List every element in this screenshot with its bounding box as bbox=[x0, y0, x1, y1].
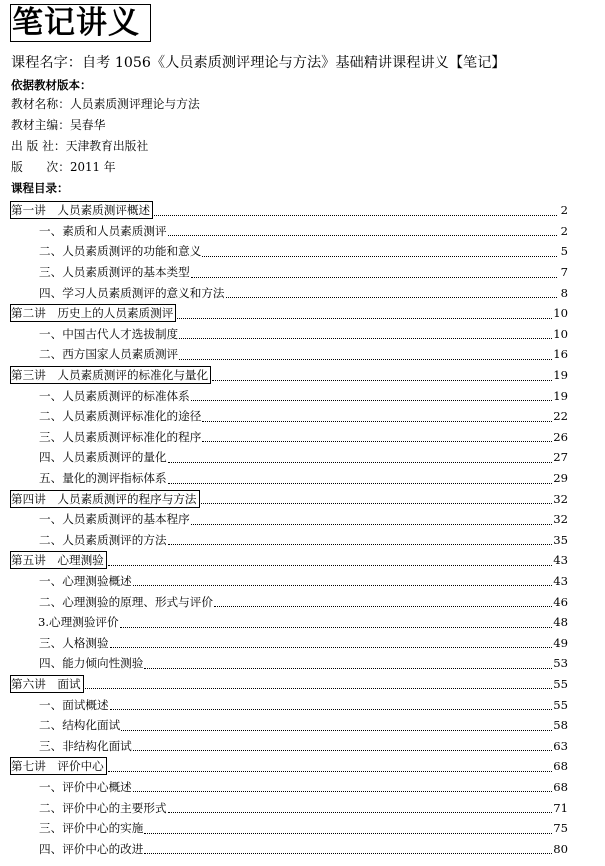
toc-leader-dots bbox=[168, 544, 553, 545]
toc-page-number: 19 bbox=[553, 388, 568, 403]
toc-page-number: 43 bbox=[553, 573, 568, 588]
toc-chapter-entry[interactable] bbox=[11, 756, 568, 777]
toc-section-entry[interactable] bbox=[11, 838, 568, 859]
toc-entry-label: 三、评价中心的实施 bbox=[39, 821, 144, 836]
toc-section-entry[interactable] bbox=[11, 612, 568, 633]
toc-entry-label: 3.心理测验评价 bbox=[38, 615, 119, 630]
toc-entry-label: 二、心理测验的原理、形式与评价 bbox=[39, 594, 213, 609]
toc-page-number: 48 bbox=[553, 615, 568, 630]
toc-leader-dots bbox=[85, 688, 553, 689]
toc-entry-label: 第四讲 人员素质测评的程序与方法 bbox=[10, 490, 200, 508]
toc-page-number: 63 bbox=[553, 738, 568, 753]
toc-leader-dots bbox=[212, 380, 552, 381]
toc-chapter-entry[interactable] bbox=[11, 303, 568, 324]
toc-page-number: 19 bbox=[553, 368, 568, 383]
textbook-name: 教材名称：人员素质测评理论与方法 bbox=[11, 97, 200, 111]
toc-section-entry[interactable] bbox=[11, 653, 568, 674]
toc-chapter-entry[interactable] bbox=[11, 365, 568, 386]
toc-entry-label: 第三讲 人员素质测评的标准化与量化 bbox=[10, 366, 211, 384]
toc-entry-label: 四、能力倾向性测验 bbox=[39, 656, 144, 671]
textbook-heading: 依据教材版本： bbox=[11, 78, 92, 92]
toc-leader-dots bbox=[110, 709, 553, 710]
toc-leader-dots bbox=[168, 235, 557, 236]
toc-page-number: 75 bbox=[553, 821, 568, 836]
toc-section-entry[interactable] bbox=[11, 344, 568, 365]
toc-page-number: 68 bbox=[553, 779, 568, 794]
toc-section-entry[interactable] bbox=[11, 509, 568, 530]
textbook-editor: 教材主编：吴春华 bbox=[11, 118, 106, 132]
toc-leader-dots bbox=[226, 297, 557, 298]
toc-entry-label: 一、心理测验概述 bbox=[39, 573, 132, 588]
toc-leader-dots bbox=[202, 256, 557, 257]
toc-page-number: 55 bbox=[553, 676, 568, 691]
toc-section-entry[interactable] bbox=[11, 818, 568, 839]
document-title: 笔记讲义 bbox=[12, 5, 140, 41]
toc-section-entry[interactable] bbox=[11, 262, 568, 283]
toc-section-entry[interactable] bbox=[11, 221, 568, 242]
toc-leader-dots bbox=[108, 771, 552, 772]
textbook-edition: 版 次：2011 年 bbox=[11, 160, 116, 174]
toc-page-number: 2 bbox=[560, 223, 568, 238]
toc-page-number: 80 bbox=[553, 841, 568, 856]
toc-leader-dots bbox=[154, 215, 557, 216]
toc-page-number: 27 bbox=[553, 450, 568, 465]
toc-leader-dots bbox=[202, 441, 552, 442]
toc-section-entry[interactable] bbox=[11, 468, 568, 489]
toc-entry-label: 一、人员素质测评的基本程序 bbox=[39, 512, 190, 527]
toc-section-entry[interactable] bbox=[11, 571, 568, 592]
toc-page-number: 22 bbox=[553, 409, 568, 424]
toc-page-number: 10 bbox=[553, 326, 568, 341]
toc-section-entry[interactable] bbox=[11, 530, 568, 551]
toc-section-entry[interactable] bbox=[11, 777, 568, 798]
toc-leader-dots bbox=[144, 853, 552, 854]
toc-entry-label: 四、评价中心的改进 bbox=[39, 841, 144, 856]
toc-page-number: 53 bbox=[553, 656, 568, 671]
textbook-publisher: 出 版 社：天津教育出版社 bbox=[11, 139, 149, 153]
toc-leader-dots bbox=[191, 524, 553, 525]
toc-entry-label: 一、面试概述 bbox=[39, 697, 109, 712]
toc-chapter-entry[interactable] bbox=[11, 674, 568, 695]
toc-section-entry[interactable] bbox=[11, 406, 568, 427]
toc-leader-dots bbox=[168, 462, 553, 463]
toc-leader-dots bbox=[121, 730, 552, 731]
toc-page-number: 26 bbox=[553, 429, 568, 444]
toc-section-entry[interactable] bbox=[11, 385, 568, 406]
toc-entry-label: 二、结构化面试 bbox=[39, 718, 121, 733]
toc-page-number: 43 bbox=[553, 553, 568, 568]
toc-leader-dots bbox=[201, 503, 553, 504]
toc-leader-dots bbox=[144, 668, 552, 669]
toc-leader-dots bbox=[177, 318, 552, 319]
toc-page-number: 5 bbox=[560, 244, 568, 259]
toc-leader-dots bbox=[214, 606, 552, 607]
toc-leader-dots bbox=[179, 359, 552, 360]
toc-entry-label: 第二讲 历史上的人员素质测评 bbox=[10, 304, 176, 322]
toc-entry-label: 二、评价中心的主要形式 bbox=[39, 800, 167, 815]
toc-page-number: 46 bbox=[553, 594, 568, 609]
toc-leader-dots bbox=[179, 338, 552, 339]
toc-leader-dots bbox=[191, 400, 553, 401]
toc-chapter-entry[interactable] bbox=[11, 550, 568, 571]
toc-entry-label: 三、人员素质测评的基本类型 bbox=[39, 265, 190, 280]
toc-page-number: 32 bbox=[553, 512, 568, 527]
toc-section-entry[interactable] bbox=[11, 694, 568, 715]
toc-page-number: 55 bbox=[553, 697, 568, 712]
toc-entry-label: 二、人员素质测评标准化的途径 bbox=[39, 409, 202, 424]
toc-page-number: 2 bbox=[560, 203, 568, 218]
toc-entry-label: 五、量化的测评指标体系 bbox=[39, 471, 167, 486]
course-name: 课程名字：自考 1056《人员素质测评理论与方法》基础精讲课程讲义【笔记】 bbox=[11, 55, 506, 71]
toc-leader-dots bbox=[144, 833, 552, 834]
toc-page-number: 29 bbox=[553, 471, 568, 486]
toc-page-number: 49 bbox=[553, 635, 568, 650]
toc-entry-label: 二、西方国家人员素质测评 bbox=[39, 347, 179, 362]
toc-entry-label: 三、非结构化面试 bbox=[39, 738, 132, 753]
toc-chapter-entry[interactable] bbox=[11, 488, 568, 509]
toc-entry-label: 一、素质和人员素质测评 bbox=[39, 223, 167, 238]
toc-leader-dots bbox=[168, 483, 553, 484]
toc-leader-dots bbox=[191, 277, 557, 278]
toc-entry-label: 一、评价中心概述 bbox=[39, 779, 132, 794]
toc-page-number: 32 bbox=[553, 491, 568, 506]
toc-entry-label: 一、中国古代人才选拔制度 bbox=[39, 326, 179, 341]
toc-entry-label: 四、人员素质测评的量化 bbox=[39, 450, 167, 465]
toc-leader-dots bbox=[108, 565, 552, 566]
toc-section-entry[interactable] bbox=[11, 324, 568, 345]
toc-page-number: 7 bbox=[560, 265, 568, 280]
toc-page-number: 8 bbox=[560, 285, 568, 300]
toc-leader-dots bbox=[133, 791, 552, 792]
toc-page-number: 35 bbox=[553, 532, 568, 547]
toc-section-entry[interactable] bbox=[11, 447, 568, 468]
toc-chapter-entry[interactable] bbox=[11, 200, 568, 221]
toc-section-entry[interactable] bbox=[11, 715, 568, 736]
toc-entry-label: 第七讲 评价中心 bbox=[10, 757, 107, 775]
toc-entry-label: 第五讲 心理测验 bbox=[10, 551, 107, 569]
toc-page-number: 68 bbox=[553, 759, 568, 774]
toc-page-number: 10 bbox=[553, 306, 568, 321]
toc-section-entry[interactable] bbox=[11, 797, 568, 818]
toc-page-number: 16 bbox=[553, 347, 568, 362]
toc-leader-dots bbox=[202, 421, 552, 422]
toc-entry-label: 第六讲 面试 bbox=[10, 675, 84, 693]
toc-entry-label: 三、人员素质测评标准化的程序 bbox=[39, 429, 202, 444]
toc-entry-label: 一、人员素质测评的标准体系 bbox=[39, 388, 190, 403]
toc-entry-label: 第一讲 人员素质测评概述 bbox=[10, 201, 153, 219]
toc-leader-dots bbox=[110, 647, 553, 648]
toc-entry-label: 三、人格测验 bbox=[39, 635, 109, 650]
toc-section-entry[interactable] bbox=[11, 427, 568, 448]
toc-page-number: 58 bbox=[553, 718, 568, 733]
toc-entry-label: 四、学习人员素质测评的意义和方法 bbox=[39, 285, 225, 300]
toc-leader-dots bbox=[133, 750, 552, 751]
toc-section-entry[interactable] bbox=[11, 591, 568, 612]
toc-section-entry[interactable] bbox=[11, 282, 568, 303]
toc-entry-label: 二、人员素质测评的功能和意义 bbox=[39, 244, 202, 259]
toc-leader-dots bbox=[168, 812, 553, 813]
table-of-contents bbox=[11, 200, 568, 859]
toc-section-entry[interactable] bbox=[11, 735, 568, 756]
toc-page-number: 71 bbox=[553, 800, 568, 815]
toc-section-entry[interactable] bbox=[11, 632, 568, 653]
toc-section-entry[interactable] bbox=[11, 241, 568, 262]
toc-heading: 课程目录： bbox=[11, 181, 69, 195]
toc-leader-dots bbox=[120, 627, 553, 628]
toc-leader-dots bbox=[133, 585, 552, 586]
toc-entry-label: 二、人员素质测评的方法 bbox=[39, 532, 167, 547]
